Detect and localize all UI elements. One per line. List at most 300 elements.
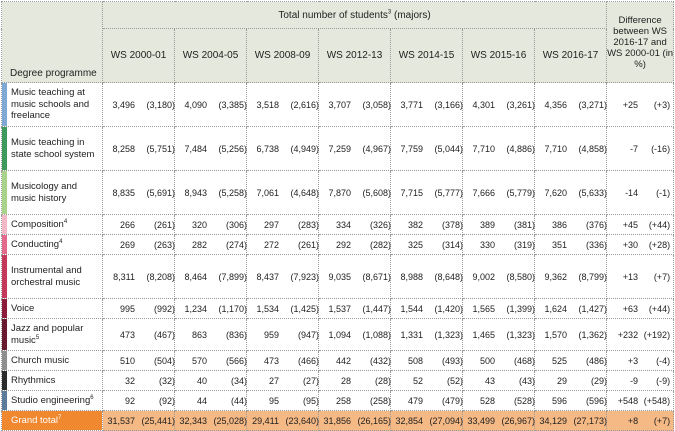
value-paren: (+7) — [653, 415, 671, 426]
value-main: +63 — [622, 303, 639, 314]
value-main: 9,035 — [328, 271, 351, 282]
difference-cell — [607, 127, 674, 171]
value-paren: (-16) — [651, 143, 671, 154]
value-main: 1,565 — [472, 303, 495, 314]
value-main: 528 — [479, 395, 495, 406]
value-main: 8,943 — [184, 187, 207, 198]
degree-programme-cell — [2, 171, 103, 215]
footnote-marker: 6 — [90, 394, 94, 401]
value-paren: (314) — [441, 239, 463, 250]
value-paren: (5,256) — [218, 143, 247, 154]
value-cell — [463, 127, 535, 171]
value-cell — [463, 411, 535, 431]
table-row — [2, 371, 674, 391]
table-row — [2, 351, 674, 371]
value-paren: (34) — [230, 375, 247, 386]
difference-cell — [607, 255, 674, 299]
value-main: 266 — [119, 219, 135, 230]
difference-header: Difference between WS 2016-17 and WS 2000-01 (in %) — [607, 2, 674, 83]
value-cell — [247, 371, 319, 391]
value-paren: (1,447) — [362, 303, 391, 314]
value-main: +45 — [622, 219, 639, 230]
value-main: 292 — [335, 239, 351, 250]
programme-color-swatch — [2, 83, 7, 126]
value-main: 272 — [263, 239, 279, 250]
value-main: 1,234 — [184, 303, 207, 314]
value-cell — [319, 235, 391, 255]
value-main: 1,624 — [544, 303, 567, 314]
value-paren: (5,779) — [506, 187, 535, 198]
degree-programme-name: Studio engineering — [11, 394, 91, 406]
value-paren: (479) — [441, 395, 463, 406]
value-paren: (28) — [374, 375, 391, 386]
value-paren: (3,385) — [218, 99, 247, 110]
value-main: 8,311 — [113, 271, 135, 282]
value-paren: (5,751) — [146, 143, 175, 154]
value-cell — [463, 215, 535, 235]
value-main: -7 — [630, 143, 639, 154]
value-paren: (1,362) — [578, 329, 607, 340]
value-cell — [103, 299, 175, 319]
value-paren: (3,271) — [578, 99, 607, 110]
year-header: WS 2008-09 — [247, 29, 319, 83]
grand-total-label-cell — [2, 411, 103, 431]
value-paren: (25,028) — [213, 415, 247, 426]
value-main: 3,518 — [256, 99, 279, 110]
value-paren: (3,180) — [146, 99, 175, 110]
degree-programme-name: Music teaching in state school system — [11, 137, 95, 160]
value-cell — [391, 411, 463, 431]
value-paren: (261) — [153, 219, 175, 230]
value-cell — [103, 391, 175, 411]
value-main: 525 — [551, 355, 567, 366]
value-paren: (376) — [585, 219, 607, 230]
value-cell — [319, 299, 391, 319]
table-row — [2, 299, 674, 319]
value-paren: (992) — [153, 303, 175, 314]
programme-color-swatch — [2, 127, 7, 170]
value-cell — [391, 235, 463, 255]
value-paren: (5,691) — [146, 187, 175, 198]
value-paren: (52) — [446, 375, 463, 386]
value-main: 7,870 — [328, 187, 351, 198]
value-cell — [391, 127, 463, 171]
footnote-marker: 5 — [35, 334, 40, 341]
year-header: WS 2014-15 — [391, 29, 463, 83]
value-main: 44 — [196, 395, 207, 406]
value-paren: (1,399) — [506, 303, 535, 314]
value-main: -9 — [630, 375, 639, 386]
value-cell — [175, 127, 247, 171]
value-main: 40 — [196, 375, 207, 386]
value-main: 92 — [124, 395, 135, 406]
programme-color-swatch — [2, 299, 7, 318]
value-paren: (378) — [441, 219, 463, 230]
value-paren: (32) — [158, 375, 175, 386]
value-paren: (1,420) — [434, 303, 463, 314]
value-cell — [319, 371, 391, 391]
value-main: 7,715 — [400, 187, 423, 198]
value-cell — [319, 411, 391, 431]
programme-color-swatch — [2, 371, 7, 390]
table-row — [2, 215, 674, 235]
value-main: 7,484 — [184, 143, 207, 154]
value-paren: (+192) — [643, 329, 671, 340]
value-cell — [103, 411, 175, 431]
value-main: 330 — [479, 239, 495, 250]
value-main: 297 — [263, 219, 279, 230]
value-paren: (336) — [585, 239, 607, 250]
value-paren: (283) — [297, 219, 319, 230]
value-paren: (+44) — [648, 219, 671, 230]
degree-programme-cell — [2, 255, 103, 299]
value-main: 4,090 — [184, 99, 207, 110]
degree-programme-cell — [2, 83, 103, 127]
value-paren: (5,258) — [218, 187, 247, 198]
value-cell — [391, 391, 463, 411]
student-statistics-table-wrapper — [1, 1, 673, 431]
value-main: -14 — [625, 187, 639, 198]
year-header: WS 2015-16 — [463, 29, 535, 83]
value-paren: (1,088) — [362, 329, 391, 340]
value-main: 1,465 — [472, 329, 495, 340]
value-cell — [319, 127, 391, 171]
value-paren: (468) — [513, 355, 535, 366]
value-cell — [391, 83, 463, 127]
degree-programme-name: Rhythmics — [11, 374, 56, 386]
value-cell — [247, 351, 319, 371]
value-paren: (486) — [585, 355, 607, 366]
degree-programme-cell — [2, 127, 103, 171]
value-main: 95 — [268, 395, 279, 406]
degree-programme-cell — [2, 215, 103, 235]
table-row — [2, 171, 674, 215]
value-paren: (43) — [518, 375, 535, 386]
value-paren: (947) — [297, 329, 319, 340]
difference-cell — [607, 235, 674, 255]
value-paren: (528) — [513, 395, 535, 406]
footnote-marker: 7 — [58, 414, 62, 421]
value-cell — [535, 255, 607, 299]
value-paren: (258) — [369, 395, 391, 406]
degree-programme-cell — [2, 235, 103, 255]
value-main: 479 — [407, 395, 423, 406]
total-students-label: Total number of students — [278, 9, 388, 21]
value-paren: (306) — [225, 219, 247, 230]
value-main: 508 — [407, 355, 423, 366]
degree-programme-cell — [2, 391, 103, 411]
value-cell — [175, 351, 247, 371]
value-cell — [103, 235, 175, 255]
value-cell — [535, 215, 607, 235]
value-cell — [175, 391, 247, 411]
value-main: 9,362 — [544, 271, 567, 282]
value-paren: (-4) — [656, 355, 671, 366]
value-main: 596 — [551, 395, 567, 406]
value-cell — [535, 171, 607, 215]
value-cell — [103, 171, 175, 215]
value-main: 7,666 — [472, 187, 495, 198]
value-main: 1,094 — [328, 329, 351, 340]
value-cell — [391, 215, 463, 235]
value-main: 27 — [268, 375, 279, 386]
value-main: 52 — [412, 375, 423, 386]
value-paren: (596) — [585, 395, 607, 406]
table-row — [2, 255, 674, 299]
value-paren: (44) — [230, 395, 247, 406]
value-paren: (+3) — [653, 99, 671, 110]
value-paren: (27,094) — [429, 415, 463, 426]
value-paren: (7,923) — [290, 271, 319, 282]
footnote-marker: 4 — [59, 238, 63, 245]
value-paren: (504) — [153, 355, 175, 366]
value-main: 8,835 — [112, 187, 135, 198]
value-main: +13 — [622, 271, 639, 282]
year-header: WS 2016-17 — [535, 29, 607, 83]
value-main: +25 — [622, 99, 639, 110]
value-paren: (5,608) — [362, 187, 391, 198]
value-main: 32,854 — [395, 415, 423, 426]
degree-programme-cell — [2, 351, 103, 371]
value-cell — [391, 299, 463, 319]
value-cell — [175, 235, 247, 255]
value-main: 258 — [335, 395, 351, 406]
value-main: 28 — [340, 375, 351, 386]
value-cell — [535, 235, 607, 255]
value-main: 7,710 — [472, 143, 495, 154]
value-cell — [247, 299, 319, 319]
degree-programme-name: Church music — [11, 354, 70, 366]
value-cell — [535, 127, 607, 171]
total-students-suffix: (majors) — [391, 9, 431, 21]
value-cell — [247, 171, 319, 215]
total-students-header — [103, 2, 607, 29]
value-paren: (+44) — [648, 303, 671, 314]
value-main: 3,771 — [400, 99, 423, 110]
table-row — [2, 391, 674, 411]
value-paren: (-9) — [656, 375, 671, 386]
value-main: 29 — [556, 375, 567, 386]
value-paren: (261) — [297, 239, 319, 250]
value-cell — [463, 235, 535, 255]
value-cell — [175, 83, 247, 127]
difference-cell — [607, 371, 674, 391]
value-cell — [319, 215, 391, 235]
value-main: 570 — [191, 355, 207, 366]
year-header: WS 2000-01 — [103, 29, 175, 83]
value-paren: (566) — [225, 355, 247, 366]
value-main: 8,258 — [112, 143, 135, 154]
table-row — [2, 235, 674, 255]
value-paren: (466) — [297, 355, 319, 366]
value-cell — [103, 371, 175, 391]
value-cell — [247, 255, 319, 299]
value-paren: (3,058) — [362, 99, 391, 110]
value-cell — [175, 215, 247, 235]
value-paren: (1,170) — [218, 303, 247, 314]
year-header: WS 2012-13 — [319, 29, 391, 83]
degree-programme-name: Music teaching at music schools and freelance — [11, 87, 90, 122]
value-cell — [103, 215, 175, 235]
value-paren: (23,640) — [285, 415, 319, 426]
value-paren: (7,899) — [218, 271, 247, 282]
value-main: 4,356 — [544, 99, 567, 110]
value-main: 1,537 — [328, 303, 351, 314]
degree-programme-cell — [2, 371, 103, 391]
value-cell — [103, 351, 175, 371]
value-paren: (4,858) — [578, 143, 607, 154]
value-cell — [463, 351, 535, 371]
value-paren: (27,173) — [573, 415, 607, 426]
value-main: 7,759 — [400, 143, 423, 154]
value-main: 33,499 — [467, 415, 495, 426]
value-paren: (282) — [369, 239, 391, 250]
value-main: 510 — [119, 355, 135, 366]
value-cell — [175, 411, 247, 431]
value-main: 31,537 — [107, 415, 135, 426]
value-main: 7,259 — [328, 143, 351, 154]
degree-programme-name: Instrumental and orchestral music — [11, 265, 82, 288]
value-main: 8,988 — [400, 271, 423, 282]
value-cell — [319, 351, 391, 371]
value-cell — [391, 351, 463, 371]
value-cell — [247, 411, 319, 431]
value-cell — [175, 171, 247, 215]
value-cell — [175, 299, 247, 319]
table-row — [2, 319, 674, 351]
value-cell — [247, 391, 319, 411]
value-main: 473 — [119, 329, 135, 340]
value-paren: (29) — [590, 375, 607, 386]
value-cell — [103, 83, 175, 127]
value-main: 1,331 — [400, 329, 423, 340]
table-row — [2, 83, 674, 127]
value-cell — [535, 83, 607, 127]
value-paren: (8,799) — [578, 271, 607, 282]
value-paren: (+28) — [648, 239, 671, 250]
value-paren: (5,633) — [578, 187, 607, 198]
value-paren: (26,967) — [501, 415, 535, 426]
value-cell — [391, 371, 463, 391]
value-paren: (26,165) — [357, 415, 391, 426]
value-paren: (1,425) — [290, 303, 319, 314]
value-cell — [175, 255, 247, 299]
value-paren: (8,580) — [506, 271, 535, 282]
value-cell — [463, 171, 535, 215]
year-header: WS 2004-05 — [175, 29, 247, 83]
difference-cell — [607, 83, 674, 127]
value-cell — [535, 391, 607, 411]
value-paren: (-1) — [656, 187, 671, 198]
difference-cell — [607, 319, 674, 351]
degree-programme-name: Conducting — [11, 238, 60, 250]
value-main: 282 — [191, 239, 207, 250]
value-paren: (+7) — [653, 271, 671, 282]
value-main: 4,301 — [472, 99, 495, 110]
degree-programme-name: Composition — [11, 218, 64, 230]
value-paren: (5,777) — [434, 187, 463, 198]
table-body — [2, 83, 674, 431]
value-paren: (27) — [302, 375, 319, 386]
value-main: 34,129 — [539, 415, 567, 426]
value-main: 7,620 — [544, 187, 567, 198]
value-paren: (3,166) — [434, 99, 463, 110]
grand-total-row — [2, 411, 674, 431]
value-cell — [319, 83, 391, 127]
value-paren: (319) — [513, 239, 535, 250]
value-main: 9,002 — [472, 271, 495, 282]
value-main: 6,738 — [256, 143, 279, 154]
value-main: 1,544 — [400, 303, 423, 314]
value-main: 325 — [407, 239, 423, 250]
value-main: 351 — [551, 239, 567, 250]
value-cell — [319, 255, 391, 299]
value-main: +30 — [622, 239, 639, 250]
value-paren: (432) — [369, 355, 391, 366]
difference-cell — [607, 391, 674, 411]
value-paren: (92) — [158, 395, 175, 406]
value-paren: (1,323) — [434, 329, 463, 340]
value-cell — [391, 255, 463, 299]
value-main: 995 — [119, 303, 135, 314]
value-main: 43 — [484, 375, 495, 386]
value-cell — [391, 171, 463, 215]
value-cell — [247, 127, 319, 171]
value-cell — [535, 411, 607, 431]
degree-programme-name: Jazz and popular music — [11, 323, 84, 346]
value-cell — [247, 235, 319, 255]
value-main: 1,570 — [544, 329, 567, 340]
value-cell — [103, 255, 175, 299]
programme-color-swatch — [2, 171, 7, 214]
total-students-footnote: 3 — [387, 9, 392, 16]
value-main: 334 — [335, 219, 351, 230]
value-main: +8 — [627, 415, 639, 426]
value-paren: (25,441) — [141, 415, 175, 426]
programme-color-swatch — [2, 235, 7, 254]
year-header-row — [2, 29, 674, 83]
programme-color-swatch — [2, 351, 7, 370]
value-paren: (1,427) — [578, 303, 607, 314]
difference-cell — [607, 351, 674, 371]
value-main: 31,856 — [323, 415, 351, 426]
value-paren: (+548) — [643, 395, 671, 406]
value-main: 29,411 — [252, 415, 279, 426]
degree-programme-header: Degree programme — [2, 2, 103, 83]
value-cell — [103, 319, 175, 351]
value-main: 3,707 — [328, 99, 351, 110]
degree-programme-cell — [2, 319, 103, 351]
programme-color-swatch — [2, 215, 7, 234]
value-cell — [535, 371, 607, 391]
value-main: +3 — [627, 355, 639, 366]
footnote-marker: 4 — [63, 218, 68, 225]
value-main: +232 — [617, 329, 639, 340]
value-cell — [463, 319, 535, 351]
value-cell — [247, 83, 319, 127]
value-cell — [463, 371, 535, 391]
value-cell — [463, 255, 535, 299]
degree-programme-name: Musicology and music history — [11, 181, 78, 204]
value-cell — [535, 319, 607, 351]
value-main: 269 — [119, 239, 135, 250]
value-paren: (5,044) — [434, 143, 463, 154]
value-main: 959 — [263, 329, 279, 340]
table-row — [2, 127, 674, 171]
value-cell — [535, 351, 607, 371]
value-paren: (274) — [225, 239, 247, 250]
difference-cell — [607, 171, 674, 215]
